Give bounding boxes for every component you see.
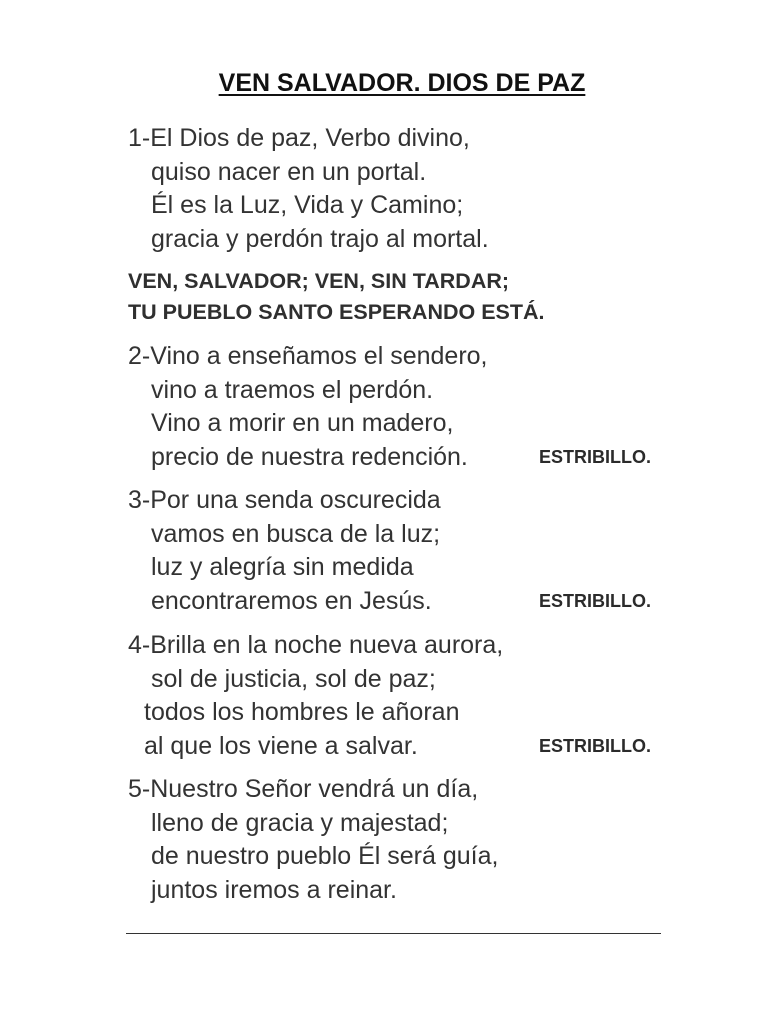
stanza-2: [128, 340, 688, 474]
stanza-line: Él es la Luz, Vida y Camino;: [151, 191, 464, 219]
stanza-line: vino a traemos el perdón.: [151, 375, 434, 404]
stanza-line: precio de nuestra redención.: [151, 442, 468, 471]
stanza-line: 5-Nuestro Señor vendrá un día,: [128, 775, 479, 803]
stanza-5: [128, 773, 688, 907]
stanza-4: [128, 629, 688, 763]
stanza-line: vamos en busca de la luz;: [151, 519, 441, 548]
stanza-line: sol de justicia, sol de paz;: [151, 664, 436, 693]
stanza-line: 1-El Dios de paz, Verbo divino,: [128, 124, 470, 152]
stanza-line: luz y alegría sin medida: [151, 553, 414, 581]
refrain-line: VEN, SALVADOR; VEN, SIN TARDAR;: [128, 269, 510, 293]
stanza-line: encontraremos en Jesús.: [151, 586, 432, 615]
stanza-line: juntos iremos a reinar.: [151, 875, 397, 904]
horizontal-rule: [126, 933, 661, 934]
estribillo-marker: ESTRIBILLO.: [539, 447, 651, 467]
stanza-line: 4-Brilla en la noche nueva aurora,: [128, 631, 504, 659]
stanza-line: todos los hombres le añoran: [144, 698, 460, 726]
refrain-line: TU PUEBLO SANTO ESPERANDO ESTÁ.: [128, 300, 545, 324]
estribillo-marker: ESTRIBILLO.: [539, 591, 651, 611]
stanza-line: 2-Vino a enseñamos el sendero,: [128, 342, 488, 370]
song-title: VEN SALVADOR. DIOS DE PAZ: [218, 69, 586, 97]
stanza-line: lleno de gracia y majestad;: [151, 808, 449, 837]
stanza-1: [128, 122, 688, 256]
refrain: [128, 266, 728, 328]
stanza-line: quiso nacer en un portal.: [151, 157, 427, 186]
stanza-3: [128, 484, 688, 618]
estribillo-marker: ESTRIBILLO.: [539, 736, 651, 756]
stanza-line: gracia y perdón trajo al mortal.: [151, 224, 489, 253]
stanza-line: al que los viene a salvar.: [144, 731, 418, 760]
stanza-line: Vino a morir en un madero,: [151, 409, 454, 437]
stanza-line: de nuestro pueblo Él será guía,: [151, 842, 499, 870]
stanza-line: 3-Por una senda oscurecida: [128, 486, 441, 514]
